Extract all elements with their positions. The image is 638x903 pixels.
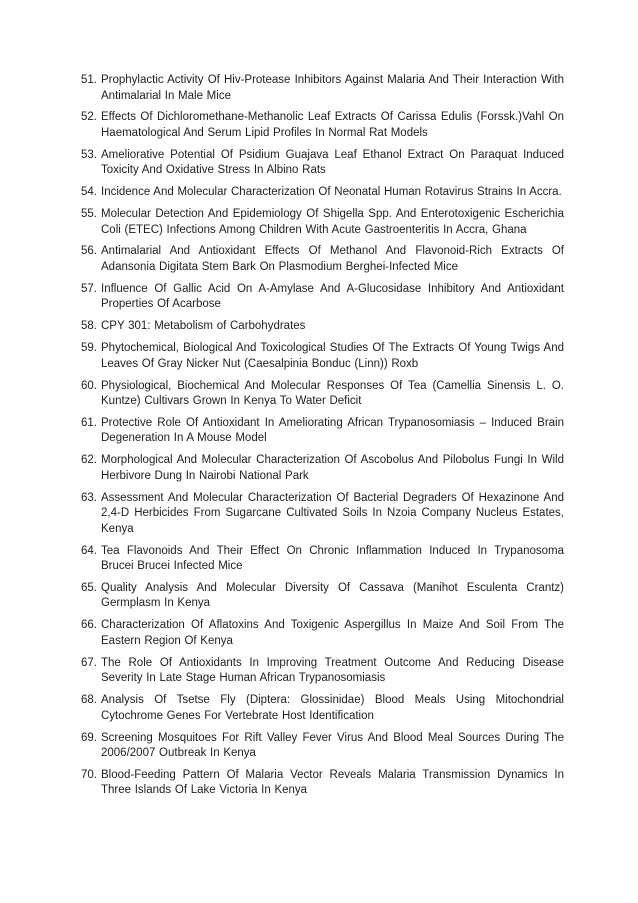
list-item [81,73,564,104]
list-item [81,148,564,179]
item-number: 57. [81,282,97,295]
item-title: Effects Of Dichloromethane-Methanolic Leaf Extracts Of Carissa Edulis (Forssk.)Vahl On Haematological And Serum Lipid Profiles In Normal Rat Models [101,111,564,139]
item-number: 67. [81,656,97,669]
item-number: 58. [81,320,97,333]
item-title: Incidence And Molecular Characterization Of Neonatal Human Rotavirus Strains In Accra. [101,186,562,199]
item-number: 66. [81,619,97,632]
list-item [81,731,564,762]
item-number: 60. [81,379,97,392]
item-number: 69. [81,731,97,744]
title-list [81,73,564,805]
item-title: Antimalarial And Antioxidant Effects Of Methanol And Flavonoid-Rich Extracts Of Adansonia Digitata Stem Bark On Plasmodium Berghei-Infected Mice [101,245,564,273]
item-number: 68. [81,694,97,707]
item-title: The Role Of Antioxidants In Improving Treatment Outcome And Reducing Disease Severity In Late Stage Human African Trypanosomiasis [101,656,564,685]
list-item [81,491,564,538]
item-title: Molecular Detection And Epidemiology Of Shigella Spp. And Enterotoxigenic Escherichia Coli (ETEC) Infections Among Children With Acute Gastroenteritis In Accra, Ghana [101,208,564,236]
item-number: 54. [81,186,97,199]
list-item [81,282,564,313]
item-title: Influence Of Gallic Acid On A-Amylase And A-Glucosidase Inhibitory And Antioxidant Properties Of Acarbose [101,282,564,311]
item-number: 70. [81,768,97,781]
list-item [81,379,564,410]
list-item [81,693,564,724]
list-item [81,110,564,141]
list-item [81,185,564,201]
item-title: Physiological, Biochemical And Molecular Responses Of Tea (Camellia Sinensis L. O. Kuntze) Cultivars Grown In Kenya To Water Deficit [101,379,564,408]
item-title: Blood-Feeding Pattern Of Malaria Vector Reveals Malaria Transmission Dynamics In Three Islands Of Lake Victoria In Kenya [101,768,564,797]
item-number: 64. [81,544,97,557]
item-title: Tea Flavonoids And Their Effect On Chronic Inflammation Induced In Trypanosoma Brucei Brucei Infected Mice [101,544,564,573]
list-item [81,768,564,799]
item-number: 63. [81,491,97,504]
item-title: Assessment And Molecular Characterization Of Bacterial Degraders Of Hexazinone And 2,4-D Herbicides From Sugarcane Cultivated Soils In Nzoia Company Nucleus Estates, Kenya [101,491,564,535]
list-item [81,453,564,484]
item-title: Ameliorative Potential Of Psidium Guajava Leaf Ethanol Extract On Paraquat Induced Toxicity And Oxidative Stress In Albino Rats [101,148,564,177]
list-item [81,244,564,275]
item-title: Phytochemical, Biological And Toxicological Studies Of The Extracts Of Young Twigs And Leaves Of Gray Nicker Nut (Caesalpinia Bonduc (Linn)) Roxb [101,342,564,370]
list-item [81,207,564,238]
item-title: Screening Mosquitoes For Rift Valley Fever Virus And Blood Meal Sources During The 2006/2007 Outbreak In Kenya [101,731,564,760]
list-item [81,544,564,575]
item-title: Prophylactic Activity Of Hiv-Protease Inhibitors Against Malaria And Their Interaction With Antimalarial In Male Mice [101,74,564,102]
item-number: 51. [81,74,97,86]
item-number: 65. [81,581,97,594]
item-number: 62. [81,454,97,467]
item-title: Morphological And Molecular Characterization Of Ascobolus And Pilobolus Fungi In Wild Herbivore Dung In Nairobi National Park [101,454,564,482]
item-title: CPY 301: Metabolism of Carbohydrates [101,320,306,333]
item-number: 52. [81,111,97,124]
item-title: Analysis Of Tsetse Fly (Diptera: Glossinidae) Blood Meals Using Mitochondrial Cytochrome Genes For Vertebrate Host Identification [101,694,564,722]
item-number: 56. [81,245,97,258]
item-number: 59. [81,342,97,355]
item-number: 55. [81,208,97,221]
list-item [81,656,564,687]
item-number: 61. [81,416,97,429]
list-item [81,341,564,372]
list-item [81,319,564,335]
list-item [81,416,564,447]
item-title: Quality Analysis And Molecular Diversity Of Cassava (Manihot Esculenta Crantz) Germplasm In Kenya [101,581,564,610]
item-title: Protective Role Of Antioxidant In Ameliorating African Trypanosomiasis – Induced Brain Degeneration In A Mouse Model [101,416,564,445]
item-number: 53. [81,148,97,161]
list-item [81,618,564,649]
item-title: Characterization Of Aflatoxins And Toxigenic Aspergillus In Maize And Soil From The Eastern Region Of Kenya [101,619,564,647]
list-item [81,581,564,612]
